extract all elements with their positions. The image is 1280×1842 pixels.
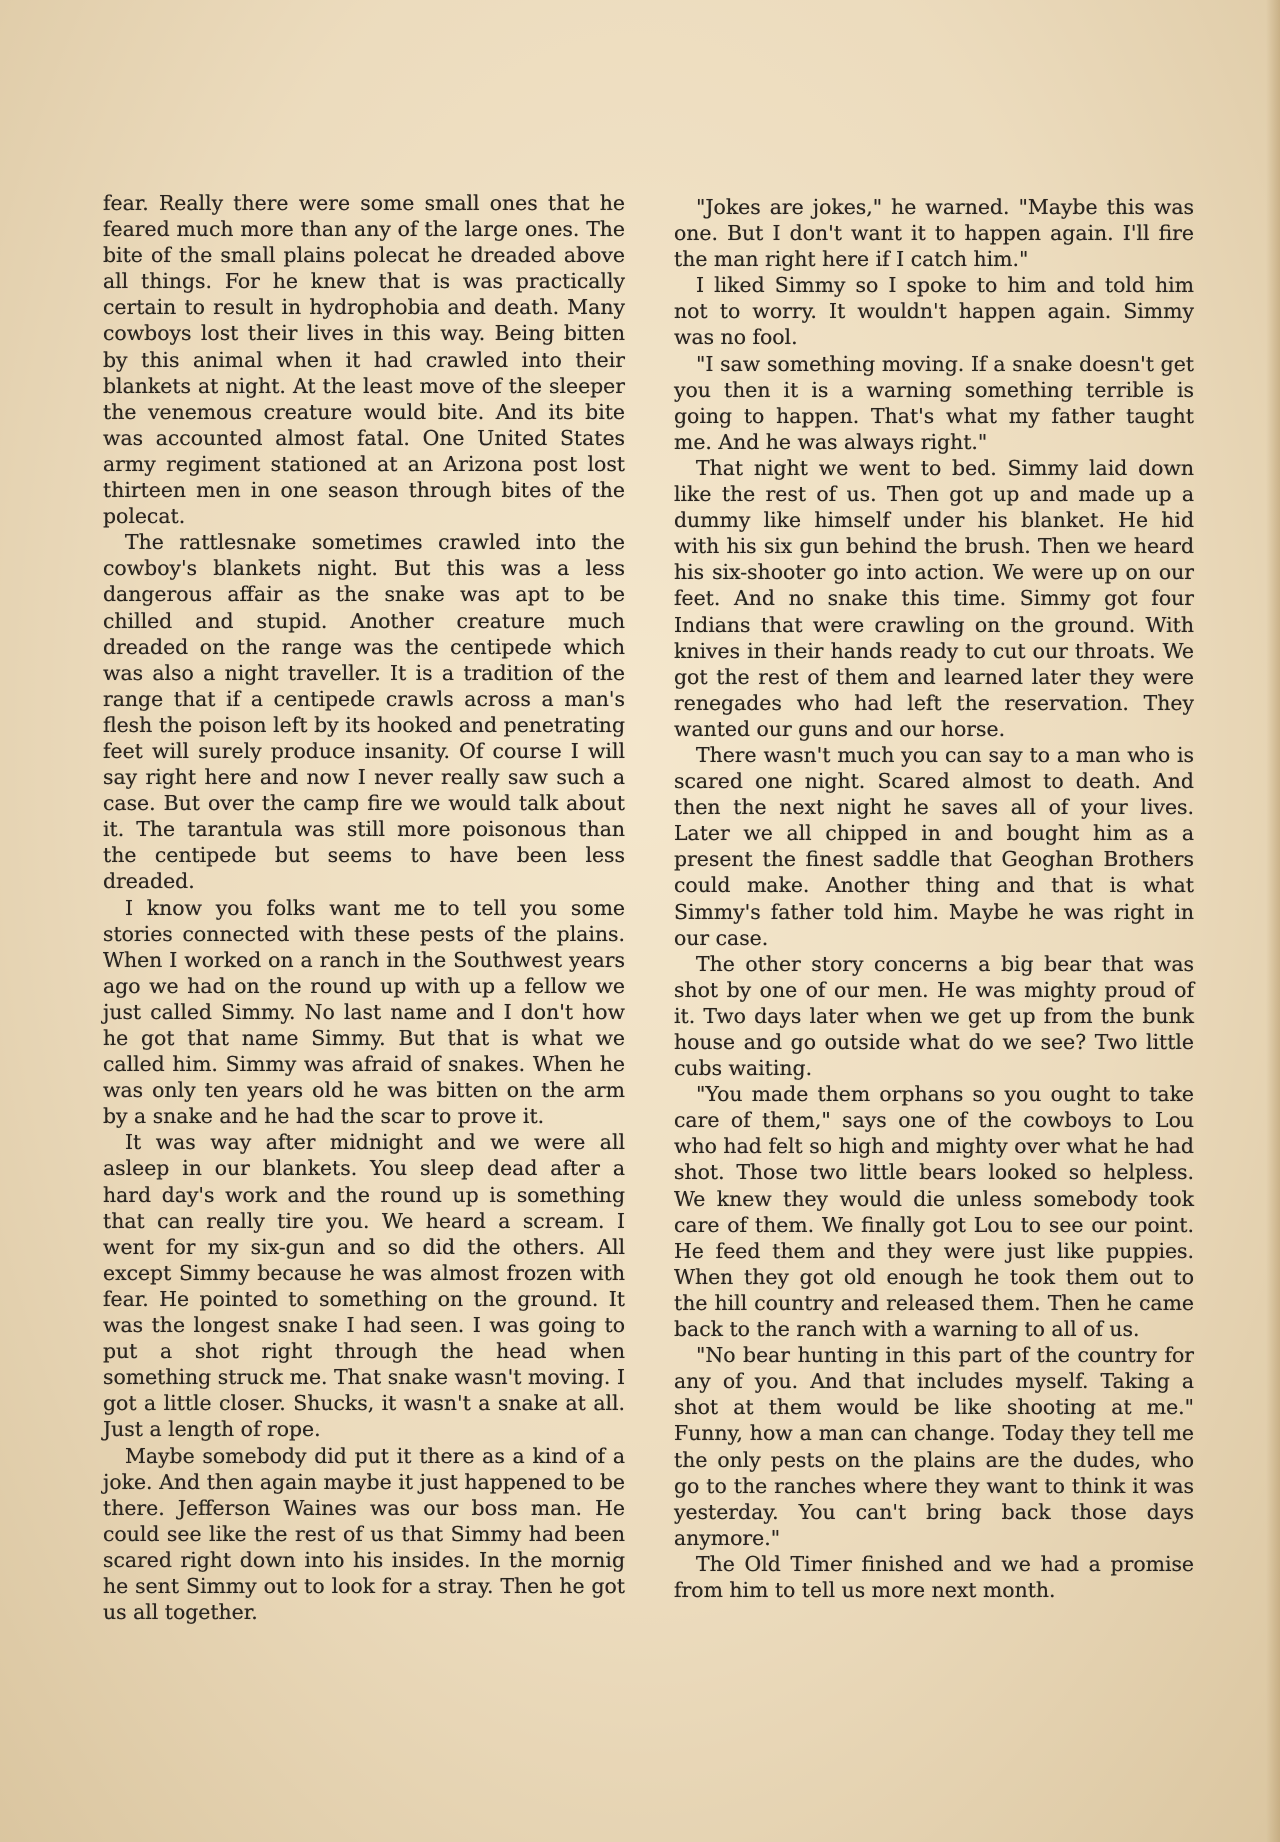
paragraph: The rattlesnake sometimes crawled into the cowboy's blankets night. But this was a less dangerous affair as the snake was apt to be chilled and stupid. Another creature much dreaded on the range was the centipede which was also a night traveller. It is a tradition of the range that if a centipede crawls across a man's flesh the poison left by its hooked and penetrating feet will surely produce insanity. Of course I will say right here and now I never really saw such a case. But over the camp fire we would talk about it. The tarantula was still more poisonous than the centipede but seems to have been less dreaded. xyxy=(103,530,625,894)
paragraph: There wasn't much you can say to a man who is scared one night. Scared almost to death. And then the next night he saves all of your lives. Later we all chipped in and bought him as a present the finest saddle that Geoghan Brothers could make. Another thing and that is what Simmy's father told him. Maybe he was right in our case. xyxy=(674,742,1194,950)
paragraph: That night we went to bed. Simmy laid down like the rest of us. Then got up and made up a dummy like himself under his blanket. He hid with his six gun behind the brush. Then we heard his six-shooter go into action. We were up on our feet. And no snake this time. Simmy got four Indians that were crawling on the ground. With knives in their hands ready to cut our throats. We got the rest of them and learned later they were renegades who had left the reservation. They wanted our guns and our horse. xyxy=(674,455,1194,741)
right-text-column xyxy=(674,194,1194,1603)
paragraph: It was way after midnight and we were all asleep in our blankets. You sleep dead after a hard day's work and the round up is something that can really tire you. We heard a scream. I went for my six-gun and so did the others. All except Simmy because he was almost frozen with fear. He pointed to something on the ground. It was the longest snake I had seen. I was going to put a shot right through the head when something struck me. That snake wasn't moving. I got a little closer. Shucks, it wasn't a snake at all. Just a length of rope. xyxy=(103,1130,625,1442)
left-text-column xyxy=(103,190,625,1625)
paragraph: The other story concerns a big bear that was shot by one of our men. He was mighty proud of it. Two days later when we get up from the bunk house and go outside what do we see? Two little cubs waiting. xyxy=(674,951,1194,1081)
paragraph: fear. Really there were some small ones that he feared much more than any of the large ones. The bite of the small plains polecat he dreaded above all things. For he knew that is was practically certain to result in hydrophobia and death. Many cowboys lost their lives in this way. Being bitten by this animal when it had crawled into their blankets at night. At the least move of the sleeper the venemous creature would bite. And its bite was accounted almost fatal. One United States army regiment stationed at an Arizona post lost thirteen men in one season through bites of the polecat. xyxy=(103,191,625,529)
paragraph: "I saw something moving. If a snake doesn't get you then it is a warning something terrible is going to happen. That's what my father taught me. And he was always right." xyxy=(674,351,1194,454)
paragraph: "No bear hunting in this part of the country for any of you. And that includes myself. Taking a shot at them would be like shooting at me." Funny, how a man can change. Today they tell me the only pests on the plains are the dudes, who go to the ranches where they want to think it was yesterday. You can't bring back those days anymore." xyxy=(674,1343,1194,1550)
paragraph: The Old Timer finished and we had a promise from him to tell us more next month. xyxy=(674,1551,1194,1602)
paragraph: Maybe somebody did put it there as a kind of a joke. And then again maybe it just happened to be there. Jefferson Waines was our boss man. He could see like the rest of us that Simmy had been scared right down into his insides. In the mornig he sent Simmy out to look for a stray. Then he got us all together. xyxy=(103,1443,625,1625)
page-edge-shadow xyxy=(1266,0,1280,1842)
paragraph: I know you folks want me to tell you some stories connected with these pests of the plains. When I worked on a ranch in the Southwest years ago we had on the round up with up a fellow we just called Simmy. No last name and I don't how he got that name Simmy. But that is what we called him. Simmy was afraid of snakes. When he was only ten years old he was bitten on the arm by a snake and he had the scar to prove it. xyxy=(103,895,625,1129)
paragraph: "Jokes are jokes," he warned. "Maybe this was one. But I don't want it to happen again. I'll fire the man right here if I catch him." xyxy=(674,195,1194,272)
paragraph: "You made them orphans so you ought to take care of them," says one of the cowboys to Lou who had felt so high and mighty over what he had shot. Those two little bears looked so helpless. We knew they would die unless somebody took care of them. We finally got Lou to see our point. He feed them and they were just like puppies. When they got old enough he took them out to the hill country and released them. Then he came back to the ranch with a warning to all of us. xyxy=(674,1082,1194,1342)
paragraph: I liked Simmy so I spoke to him and told him not to worry. It wouldn't happen again. Simmy was no fool. xyxy=(674,273,1194,350)
